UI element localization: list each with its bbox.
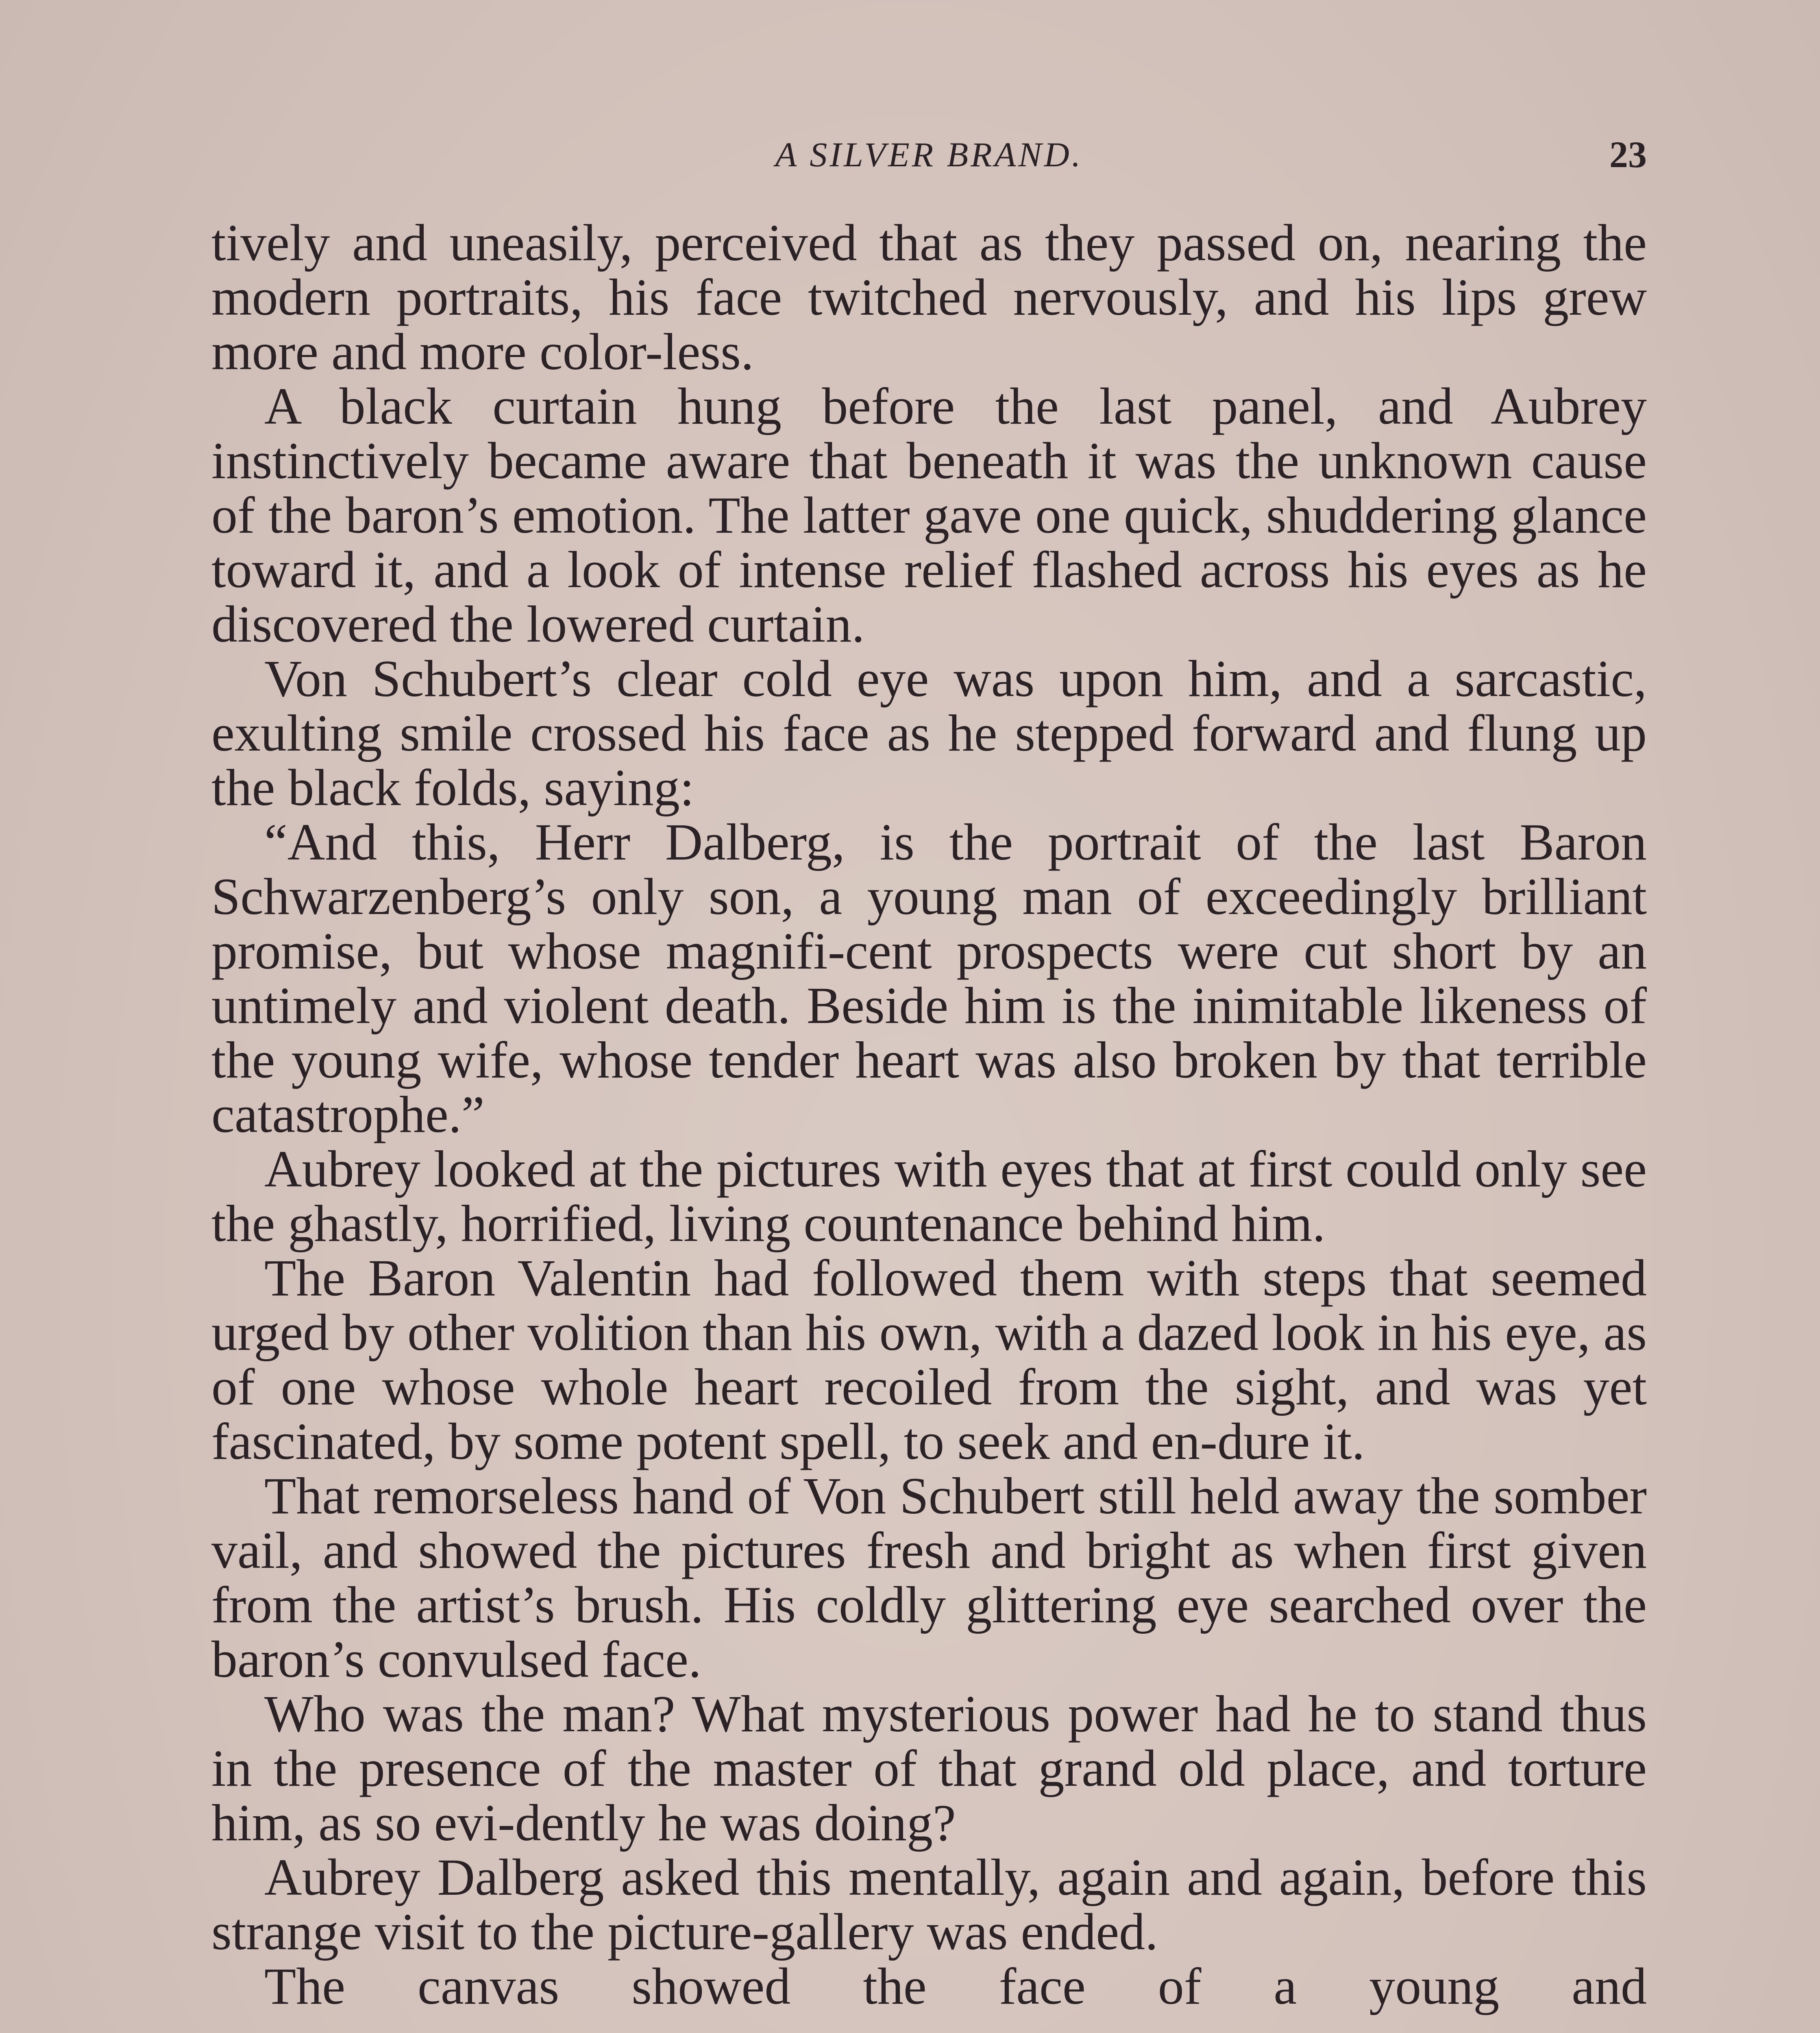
page-header [211, 122, 1647, 187]
page-number: 23 [1609, 134, 1647, 175]
paragraph: “And this, Herr Dalberg, is the portrait of the last Baron Schwarzenberg’s only son, a young man of exceedingly brilliant promise, but whose magnifi-cent prospects were cut short by an untimely and violent death. Beside him is the inimitable likeness of the young wife, whose tender heart was also broken by that terrible catastrophe.” [211, 813, 1647, 1143]
running-title: A SILVER BRAND. [775, 135, 1083, 174]
body-text [211, 215, 1647, 2013]
paragraph: A black curtain hung before the last panel, and Aubrey instinctively became aware that beneath it was the unknown cause of the baron’s emotion. The latter gave one quick, shuddering glance toward it, and a look of intense relief flashed across his eyes as he discovered the lowered curtain. [211, 377, 1647, 653]
paragraph: That remorseless hand of Von Schubert still held away the somber vail, and showed the pictures fresh and bright as when first given from the artist’s brush. His coldly glittering eye searched over the baron’s convulsed face. [211, 1467, 1647, 1688]
paragraph: The canvas showed the face of a young and [264, 1957, 1647, 2015]
paragraph: tively and uneasily, perceived that as they passed on, nearing the modern portraits, his face twitched nervously, and his lips grew more and more color-less. [211, 214, 1647, 381]
paragraph: Aubrey looked at the pictures with eyes that at first could only see the ghastly, horrified, living countenance behind him. [211, 1140, 1647, 1252]
paragraph: Aubrey Dalberg asked this mentally, again and again, before this strange visit to the picture-gallery was ended. [211, 1848, 1647, 1961]
paragraph: Von Schubert’s clear cold eye was upon him, and a sarcastic, exulting smile crossed his face as he stepped forward and flung up the black folds, saying: [211, 650, 1647, 816]
paragraph: The Baron Valentin had followed them with steps that seemed urged by other volition than his own, with a dazed look in his eye, as of one whose whole heart recoiled from the sight, and was yet fascinated, by some potent spell, to seek and en-dure it. [211, 1249, 1647, 1470]
paragraph: Who was the man? What mysterious power had he to stand thus in the presence of the master of that grand old place, and torture him, as so evi-dently he was doing? [211, 1685, 1647, 1852]
